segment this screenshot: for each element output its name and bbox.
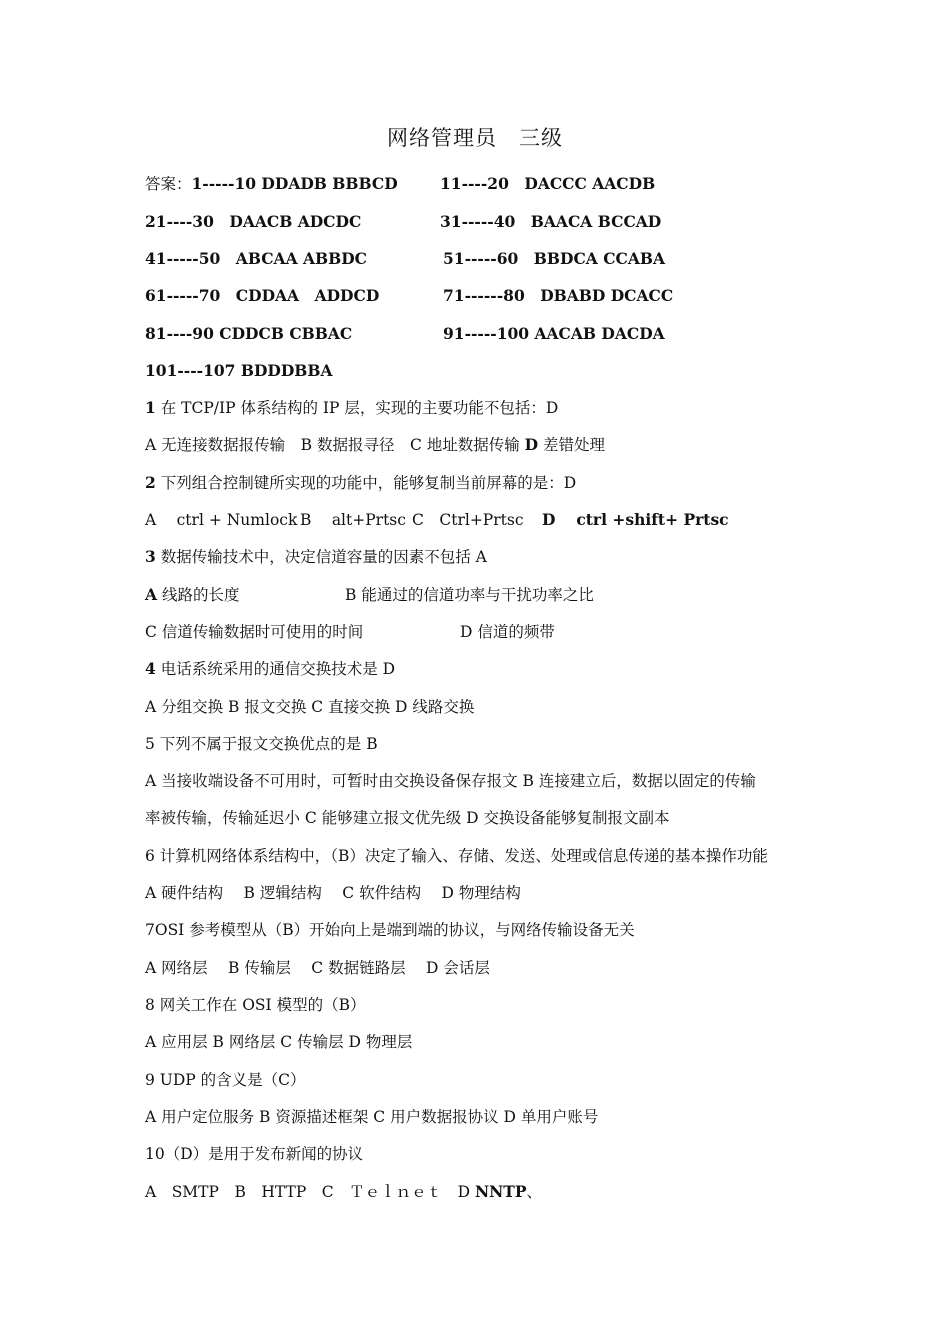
question-3 [145,547,487,567]
question-number: 4 [145,659,156,678]
answers-range: 81----90 CDDCB CBBAC [145,324,353,343]
question-text: 下列组合控制键所实现的功能中，能够复制当前屏幕的是：D [155,474,577,492]
options-text: A SMTP B HTTP C Ｔｅｌｎｅｔ D [145,1183,475,1201]
question-6: 6 计算机网络体系结构中，（B）决定了输入、存储、发送、处理或信息传递的基本操作功能 [145,847,768,865]
answers-row-1 [145,174,398,194]
question-text: 数据传输技术中，决定信道容量的因素不包括 A [155,548,487,566]
question-number: 1 [145,398,156,417]
question-9: 9 UDP 的含义是（C） [145,1071,306,1089]
question-number: 3 [145,547,156,566]
option-a: A ctrl + Numlock [145,511,298,529]
answers-range: 41-----50 ABCAA ABBDC [145,249,368,268]
options-tail: 、 [526,1183,543,1201]
option-c: C Ctrl+Prtsc [412,511,524,529]
question-4-options: A 分组交换 B 报文交换 C 直接交换 D 线路交换 [145,698,475,716]
option-c: C 信道传输数据时可使用的时间 [145,623,364,641]
answers-range: 31-----40 BAACA BCCAD [440,212,662,231]
option-b: B alt+Prtsc [300,511,406,529]
answers-range: 51-----60 BBDCA CCABA [443,249,666,268]
question-7-options: A 网络层 B 传输层 C 数据链路层 D 会话层 [145,959,490,977]
question-10-options [145,1182,542,1202]
option-a-text: 线路的长度 [157,586,240,604]
answers-range: 71------80 DBABD DCACC [443,286,674,305]
answers-label: 答案： [145,175,192,193]
question-7: 7OSI 参考模型从（B）开始向上是端到端的协议，与网络传输设备无关 [145,921,635,939]
question-1-options [145,435,605,455]
question-4 [145,659,395,679]
question-5-options-line-2: 率被传输，传输延迟小 C 能够建立报文优先级 D 交换设备能够复制报文副本 [145,809,670,827]
question-10: 10（D）是用于发布新闻的协议 [145,1145,364,1163]
question-8-options: A 应用层 B 网络层 C 传输层 D 物理层 [145,1033,413,1051]
page-title: 网络管理员 三级 [387,126,563,150]
question-8: 8 网关工作在 OSI 模型的（B） [145,996,366,1014]
answers-range: 21----30 DAACB ADCDC [145,212,362,231]
question-1 [145,398,558,418]
answers-range: 101----107 BDDDBBA [145,361,333,380]
option-a-label: A [145,585,158,604]
question-9-options: A 用户定位服务 B 资源描述框架 C 用户数据报协议 D 单用户账号 [145,1108,599,1126]
question-text: 电话系统采用的通信交换技术是 D [155,660,396,678]
question-2 [145,473,576,493]
option-d: D 信道的频带 [460,623,555,641]
option-d-text: 差错处理 [538,436,606,454]
option-d: D ctrl +shift+ Prtsc [542,510,729,529]
answers-range: 11----20 DACCC AACDB [440,174,656,193]
answers-range: 91-----100 AACAB DACDA [443,324,665,343]
question-6-options: A 硬件结构 B 逻辑结构 C 软件结构 D 物理结构 [145,884,521,902]
option-d-label: D [524,435,539,454]
question-number: 2 [145,473,156,492]
option-a [145,585,239,605]
options-text: A 无连接数据报传输 B 数据报寻径 C 地址数据传输 [145,436,525,454]
question-text: 在 TCP/IP 体系结构的 IP 层，实现的主要功能不包括：D [155,399,559,417]
answers-range: 61-----70 CDDAA ADDCD [145,286,380,305]
question-5: 5 下列不属于报文交换优点的是 B [145,735,378,753]
option-b: B 能通过的信道功率与干扰功率之比 [345,586,594,604]
option-d-text: NNTP [474,1182,527,1201]
answers-range: 1-----10 DDADB BBBCD [191,174,398,193]
question-5-options-line-1: A 当接收端设备不可用时，可暂时由交换设备保存报文 B 连接建立后，数据以固定的传输 [145,772,756,790]
